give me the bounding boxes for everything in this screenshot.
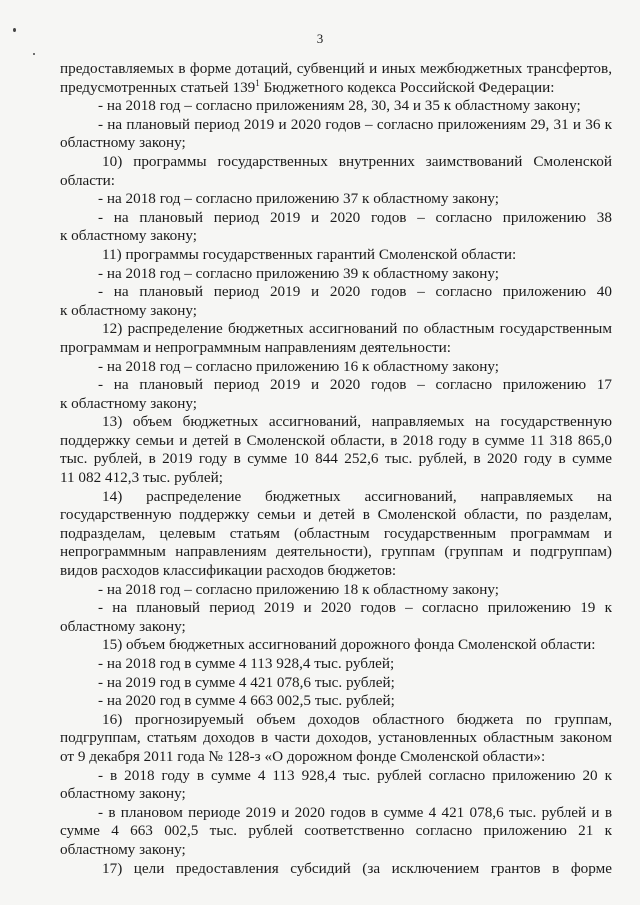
text-line-content: - на 2018 год – согласно приложению 16 к областному закону; xyxy=(98,357,499,375)
text-line xyxy=(60,860,612,879)
text-line xyxy=(60,450,612,469)
text-line xyxy=(60,618,612,637)
text-line xyxy=(60,822,612,841)
text-line-content: 12) распределение бюджетных ассигнований по областным государственным xyxy=(102,320,612,338)
text-line xyxy=(60,711,612,730)
text-line-content: - на плановый период 2019 и 2020 годов – согласно приложению 40 xyxy=(98,283,612,301)
text-line-content: государственную поддержку семьи и детей в Смоленской области, по разделам, xyxy=(60,506,612,524)
text-line-content: - на плановый период 2019 и 2020 годов – согласно приложению 38 xyxy=(98,208,612,226)
text-line-content: областному закону; xyxy=(60,840,186,858)
text-line xyxy=(60,339,612,358)
text-line xyxy=(60,692,612,711)
text-line-content: тыс. рублей, в 2019 году в сумме 10 844 252,6 тыс. рублей, в 2020 году в сумме xyxy=(60,450,612,468)
text-line-content: к областному закону; xyxy=(60,394,197,412)
text-line-content: - на 2018 год – согласно приложениям 28, 30, 34 и 35 к областному закону; xyxy=(98,97,581,115)
text-line xyxy=(60,227,612,246)
text-line xyxy=(60,748,612,767)
text-line-content: 11) программы государственных гарантий Смоленской области: xyxy=(102,245,517,263)
text-line-content: - на плановый период 2019 и 2020 годов – согласно приложению 17 xyxy=(98,376,612,394)
text-line-content: непрограммным направлениям деятельности), группам (группам и подгруппам) xyxy=(60,543,612,561)
text-line-content: программам и непрограммным направлениям деятельности: xyxy=(60,338,452,356)
text-line xyxy=(60,190,612,209)
text-line xyxy=(60,841,612,860)
text-line xyxy=(60,581,612,600)
text-line xyxy=(60,79,612,98)
text-line xyxy=(60,172,612,191)
text-line-content: сумме 4 663 002,5 тыс. рублей соответственно согласно приложению 21 к xyxy=(60,822,612,840)
document-body xyxy=(60,60,612,878)
text-line-content: к областному закону; xyxy=(60,227,197,245)
text-line-content: 13) объем бюджетных ассигнований, направляемых на государственную xyxy=(102,413,612,431)
text-line xyxy=(60,674,612,693)
text-line xyxy=(60,488,612,507)
text-line xyxy=(60,302,612,321)
text-line-content: области: xyxy=(60,171,115,189)
text-line xyxy=(60,134,612,153)
text-line-content: - на плановый период 2019 и 2020 годов – согласно приложениям 29, 31 и 36 к xyxy=(98,115,612,133)
text-line-content: к областному закону; xyxy=(60,301,197,319)
text-line-content: - на 2020 год в сумме 4 663 002,5 тыс. рублей; xyxy=(98,692,395,710)
text-line-content: 10) программы государственных внутренних заимствований Смоленской xyxy=(102,152,612,170)
text-line xyxy=(60,636,612,655)
text-line-content: от 9 декабря 2011 года № 128-з «О дорожном фонде Смоленской области»: xyxy=(60,747,546,765)
text-line-content: видов расходов классификации расходов бюджетов: xyxy=(60,562,397,580)
text-line xyxy=(60,562,612,581)
text-line xyxy=(60,729,612,748)
text-line-content: 11 082 412,3 тыс. рублей; xyxy=(60,469,223,487)
text-line xyxy=(60,413,612,432)
text-line-content: 16) прогнозируемый объем доходов областного бюджета по группам, xyxy=(102,710,612,728)
text-line xyxy=(60,525,612,544)
text-line xyxy=(60,599,612,618)
text-line xyxy=(60,469,612,488)
text-line xyxy=(60,376,612,395)
text-line xyxy=(60,60,612,79)
text-line xyxy=(60,543,612,562)
text-line-content: 15) объем бюджетных ассигнований дорожного фонда Смоленской области: xyxy=(102,636,596,654)
text-line-content: - на 2018 год – согласно приложению 39 к областному закону; xyxy=(98,264,499,282)
superscript: 1 xyxy=(255,78,260,88)
text-line-content: 17) цели предоставления субсидий (за исключением грантов в форме xyxy=(102,859,612,877)
text-line xyxy=(60,358,612,377)
text-line-content: подгруппам, статьям доходов в части доходов, установленных областным законом xyxy=(60,729,612,747)
page-number: 3 xyxy=(316,31,324,46)
text-line xyxy=(60,209,612,228)
text-line-content: - на 2019 год в сумме 4 421 078,6 тыс. рублей; xyxy=(98,673,395,691)
text-line xyxy=(60,265,612,284)
text-line xyxy=(60,246,612,265)
text-line xyxy=(60,395,612,414)
text-line-content: 14) распределение бюджетных ассигнований, направляемых на xyxy=(102,487,612,505)
text-line-content: - в 2018 году в сумме 4 113 928,4 тыс. рублей согласно приложению 20 к xyxy=(98,766,612,784)
text-line xyxy=(60,785,612,804)
text-line-content: - на 2018 год – согласно приложению 18 к областному закону; xyxy=(98,580,499,598)
text-line-content: - в плановом периоде 2019 и 2020 годов в сумме 4 421 078,6 тыс. рублей и в xyxy=(98,803,612,821)
text-line-content: областному закону; xyxy=(60,785,186,803)
text-line-content: - на 2018 год в сумме 4 113 928,4 тыс. рублей; xyxy=(98,655,395,672)
text-line-continuation: Бюджетного кодекса Российской Федерации: xyxy=(259,78,555,96)
text-line-content: предоставляемых в форме дотаций, субвенций и иных межбюджетных трансфертов, xyxy=(60,60,612,77)
text-line xyxy=(60,116,612,135)
text-line-content: подразделам, целевым статьям (областным государственным программам и xyxy=(60,524,612,542)
text-line-content: - на плановый период 2019 и 2020 годов – согласно приложению 19 к xyxy=(98,599,612,617)
text-line-content: областному закону; xyxy=(60,617,186,635)
text-line-content: - на 2018 год – согласно приложению 37 к областному закону; xyxy=(98,190,499,208)
text-line xyxy=(60,767,612,786)
text-line xyxy=(60,655,612,674)
text-line xyxy=(60,432,612,451)
text-line xyxy=(60,804,612,823)
text-line xyxy=(60,153,612,172)
text-line-content: предусмотренных статьей 139 xyxy=(60,78,256,96)
scan-speck xyxy=(33,53,35,55)
text-line xyxy=(60,320,612,339)
text-line-content: поддержку семьи и детей в Смоленской области, в 2018 году в сумме 11 318 865,0 xyxy=(60,431,612,449)
text-line xyxy=(60,283,612,302)
text-line-content: областному закону; xyxy=(60,134,186,152)
text-line xyxy=(60,97,612,116)
text-line xyxy=(60,506,612,525)
